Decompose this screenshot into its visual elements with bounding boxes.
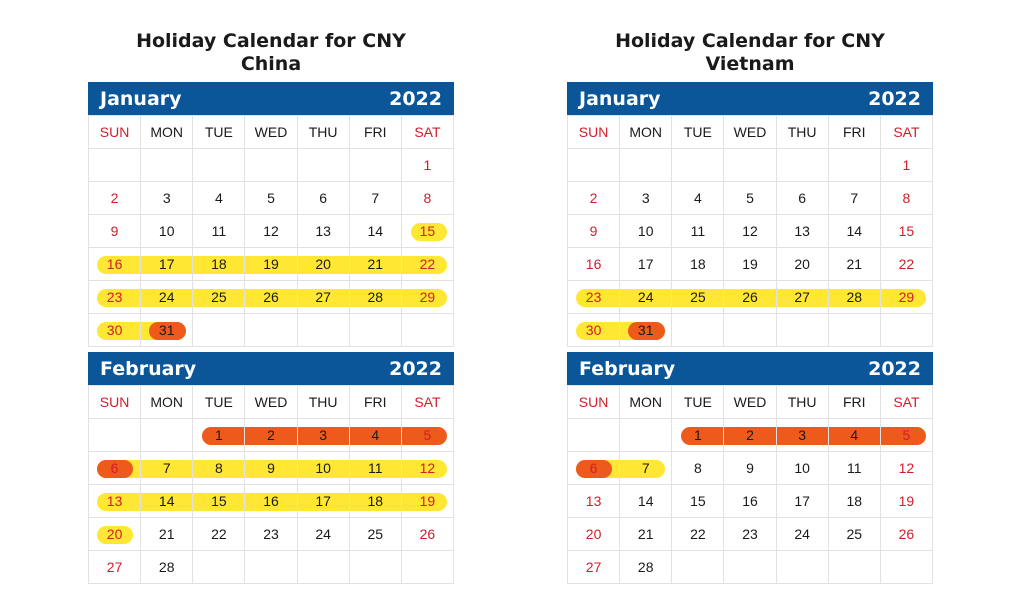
day-10: 10 (777, 452, 829, 485)
day-26: 26 (881, 518, 933, 551)
day-31: 31 (620, 314, 672, 347)
title-line-2: China (240, 53, 302, 75)
day-28: 28 (620, 551, 672, 584)
empty-cell (245, 149, 297, 182)
empty-cell (298, 314, 350, 347)
month-name: January (579, 87, 661, 110)
empty-cell (89, 419, 141, 452)
day-22: 22 (193, 518, 245, 551)
empty-cell (724, 314, 776, 347)
empty-cell (724, 149, 776, 182)
day-21: 21 (829, 248, 881, 281)
week-row (89, 281, 454, 314)
empty-cell (777, 314, 829, 347)
month-header (567, 82, 933, 115)
title-line-1: Holiday Calendar for CNY (136, 30, 406, 52)
day-4: 4 (350, 419, 402, 452)
day-20: 20 (777, 248, 829, 281)
day-6: 6 (89, 452, 141, 485)
day-24: 24 (620, 281, 672, 314)
weekday-row (568, 386, 933, 419)
day-10: 10 (620, 215, 672, 248)
day-9: 9 (568, 215, 620, 248)
day-12: 12 (245, 215, 297, 248)
day-25: 25 (829, 518, 881, 551)
weekday-sat: SAT (881, 386, 933, 419)
panel-title (88, 30, 454, 76)
day-14: 14 (350, 215, 402, 248)
day-21: 21 (141, 518, 193, 551)
day-19: 19 (724, 248, 776, 281)
day-27: 27 (777, 281, 829, 314)
day-28: 28 (829, 281, 881, 314)
week-row (89, 215, 454, 248)
day-10: 10 (141, 215, 193, 248)
weekday-thu: THU (777, 386, 829, 419)
day-29: 29 (881, 281, 933, 314)
day-19: 19 (881, 485, 933, 518)
day-11: 11 (193, 215, 245, 248)
day-6: 6 (568, 452, 620, 485)
day-3: 3 (298, 419, 350, 452)
day-2: 2 (568, 182, 620, 215)
weekday-sun: SUN (89, 386, 141, 419)
day-24: 24 (777, 518, 829, 551)
day-25: 25 (350, 518, 402, 551)
month-header (88, 352, 454, 385)
day-28: 28 (350, 281, 402, 314)
weekday-tue: TUE (193, 386, 245, 419)
empty-cell (829, 551, 881, 584)
weekday-mon: MON (141, 386, 193, 419)
day-22: 22 (881, 248, 933, 281)
day-18: 18 (350, 485, 402, 518)
day-11: 11 (350, 452, 402, 485)
weekday-tue: TUE (672, 116, 724, 149)
day-21: 21 (350, 248, 402, 281)
month-header (567, 352, 933, 385)
empty-cell (402, 314, 454, 347)
empty-cell (829, 149, 881, 182)
month-name: February (100, 357, 197, 380)
title-line-1: Holiday Calendar for CNY (615, 30, 885, 52)
day-5: 5 (402, 419, 454, 452)
month-grid (88, 115, 454, 347)
week-row (89, 248, 454, 281)
week-row (89, 419, 454, 452)
day-7: 7 (350, 182, 402, 215)
day-20: 20 (568, 518, 620, 551)
week-row (89, 149, 454, 182)
day-11: 11 (829, 452, 881, 485)
day-26: 26 (724, 281, 776, 314)
weekday-sat: SAT (402, 116, 454, 149)
day-27: 27 (89, 551, 141, 584)
day-19: 19 (245, 248, 297, 281)
weekday-sun: SUN (89, 116, 141, 149)
day-9: 9 (245, 452, 297, 485)
day-18: 18 (672, 248, 724, 281)
day-7: 7 (829, 182, 881, 215)
day-26: 26 (245, 281, 297, 314)
day-8: 8 (402, 182, 454, 215)
month-year: 2022 (389, 357, 442, 380)
empty-cell (298, 149, 350, 182)
day-4: 4 (193, 182, 245, 215)
weekday-row (568, 116, 933, 149)
empty-cell (568, 419, 620, 452)
day-17: 17 (298, 485, 350, 518)
day-2: 2 (89, 182, 141, 215)
weekday-thu: THU (777, 116, 829, 149)
weekday-sat: SAT (402, 386, 454, 419)
day-7: 7 (141, 452, 193, 485)
day-19: 19 (402, 485, 454, 518)
day-14: 14 (620, 485, 672, 518)
day-1: 1 (672, 419, 724, 452)
day-6: 6 (298, 182, 350, 215)
day-13: 13 (568, 485, 620, 518)
day-27: 27 (568, 551, 620, 584)
day-15: 15 (193, 485, 245, 518)
week-row (568, 419, 933, 452)
day-17: 17 (777, 485, 829, 518)
week-row (568, 485, 933, 518)
empty-cell (350, 149, 402, 182)
day-8: 8 (193, 452, 245, 485)
empty-cell (245, 551, 297, 584)
day-9: 9 (89, 215, 141, 248)
week-row (89, 485, 454, 518)
week-row (568, 215, 933, 248)
empty-cell (89, 149, 141, 182)
day-2: 2 (724, 419, 776, 452)
day-8: 8 (881, 182, 933, 215)
day-23: 23 (568, 281, 620, 314)
week-row (568, 551, 933, 584)
month-grid (567, 385, 933, 584)
weekday-row (89, 386, 454, 419)
weekday-sun: SUN (568, 386, 620, 419)
empty-cell (829, 314, 881, 347)
day-9: 9 (724, 452, 776, 485)
empty-cell (672, 149, 724, 182)
day-24: 24 (298, 518, 350, 551)
empty-cell (141, 419, 193, 452)
day-5: 5 (724, 182, 776, 215)
empty-cell (193, 149, 245, 182)
day-23: 23 (245, 518, 297, 551)
day-1: 1 (881, 149, 933, 182)
day-27: 27 (298, 281, 350, 314)
day-17: 17 (620, 248, 672, 281)
weekday-mon: MON (141, 116, 193, 149)
weekday-wed: WED (245, 386, 297, 419)
day-31: 31 (141, 314, 193, 347)
weekday-mon: MON (620, 116, 672, 149)
day-25: 25 (672, 281, 724, 314)
day-5: 5 (245, 182, 297, 215)
day-23: 23 (724, 518, 776, 551)
weekday-mon: MON (620, 386, 672, 419)
day-25: 25 (193, 281, 245, 314)
day-28: 28 (141, 551, 193, 584)
empty-cell (777, 551, 829, 584)
month-header (88, 82, 454, 115)
day-22: 22 (402, 248, 454, 281)
empty-cell (672, 314, 724, 347)
month-grid (567, 115, 933, 347)
weekday-sun: SUN (568, 116, 620, 149)
empty-cell (193, 551, 245, 584)
day-14: 14 (141, 485, 193, 518)
day-4: 4 (672, 182, 724, 215)
month-grid (88, 385, 454, 584)
empty-cell (724, 551, 776, 584)
month-january (88, 82, 454, 347)
month-year: 2022 (868, 87, 921, 110)
week-row (89, 314, 454, 347)
day-24: 24 (141, 281, 193, 314)
day-16: 16 (568, 248, 620, 281)
day-3: 3 (777, 419, 829, 452)
day-18: 18 (193, 248, 245, 281)
week-row (568, 314, 933, 347)
empty-cell (881, 314, 933, 347)
day-17: 17 (141, 248, 193, 281)
day-15: 15 (672, 485, 724, 518)
month-january (567, 82, 933, 347)
day-16: 16 (89, 248, 141, 281)
day-8: 8 (672, 452, 724, 485)
day-12: 12 (881, 452, 933, 485)
day-21: 21 (620, 518, 672, 551)
week-row (568, 248, 933, 281)
empty-cell (402, 551, 454, 584)
month-name: January (100, 87, 182, 110)
day-13: 13 (89, 485, 141, 518)
day-12: 12 (402, 452, 454, 485)
day-10: 10 (298, 452, 350, 485)
day-23: 23 (89, 281, 141, 314)
day-5: 5 (881, 419, 933, 452)
day-11: 11 (672, 215, 724, 248)
week-row (89, 551, 454, 584)
title-line-2: Vietnam (705, 53, 795, 75)
weekday-thu: THU (298, 116, 350, 149)
day-1: 1 (193, 419, 245, 452)
weekday-wed: WED (245, 116, 297, 149)
day-13: 13 (777, 215, 829, 248)
weekday-sat: SAT (881, 116, 933, 149)
empty-cell (568, 149, 620, 182)
week-row (568, 281, 933, 314)
day-3: 3 (141, 182, 193, 215)
empty-cell (620, 419, 672, 452)
empty-cell (881, 551, 933, 584)
day-18: 18 (829, 485, 881, 518)
day-30: 30 (89, 314, 141, 347)
day-20: 20 (298, 248, 350, 281)
month-name: February (579, 357, 676, 380)
day-6: 6 (777, 182, 829, 215)
empty-cell (672, 551, 724, 584)
day-20: 20 (89, 518, 141, 551)
empty-cell (620, 149, 672, 182)
day-15: 15 (881, 215, 933, 248)
week-row (568, 182, 933, 215)
day-1: 1 (402, 149, 454, 182)
empty-cell (350, 551, 402, 584)
empty-cell (777, 149, 829, 182)
week-row (89, 182, 454, 215)
day-16: 16 (724, 485, 776, 518)
weekday-fri: FRI (350, 116, 402, 149)
weekday-tue: TUE (193, 116, 245, 149)
week-row (568, 149, 933, 182)
week-row (89, 452, 454, 485)
empty-cell (350, 314, 402, 347)
weekday-fri: FRI (350, 386, 402, 419)
empty-cell (245, 314, 297, 347)
empty-cell (193, 314, 245, 347)
weekday-fri: FRI (829, 116, 881, 149)
day-13: 13 (298, 215, 350, 248)
month-year: 2022 (868, 357, 921, 380)
day-15: 15 (402, 215, 454, 248)
day-26: 26 (402, 518, 454, 551)
day-22: 22 (672, 518, 724, 551)
weekday-wed: WED (724, 116, 776, 149)
day-7: 7 (620, 452, 672, 485)
weekday-tue: TUE (672, 386, 724, 419)
empty-cell (298, 551, 350, 584)
weekday-fri: FRI (829, 386, 881, 419)
panel-title (567, 30, 933, 76)
day-4: 4 (829, 419, 881, 452)
day-2: 2 (245, 419, 297, 452)
month-year: 2022 (389, 87, 442, 110)
day-29: 29 (402, 281, 454, 314)
month-february (567, 352, 933, 584)
week-row (89, 518, 454, 551)
weekday-row (89, 116, 454, 149)
day-14: 14 (829, 215, 881, 248)
empty-cell (141, 149, 193, 182)
day-16: 16 (245, 485, 297, 518)
weekday-wed: WED (724, 386, 776, 419)
month-february (88, 352, 454, 584)
day-30: 30 (568, 314, 620, 347)
weekday-thu: THU (298, 386, 350, 419)
day-3: 3 (620, 182, 672, 215)
week-row (568, 518, 933, 551)
week-row (568, 452, 933, 485)
day-12: 12 (724, 215, 776, 248)
